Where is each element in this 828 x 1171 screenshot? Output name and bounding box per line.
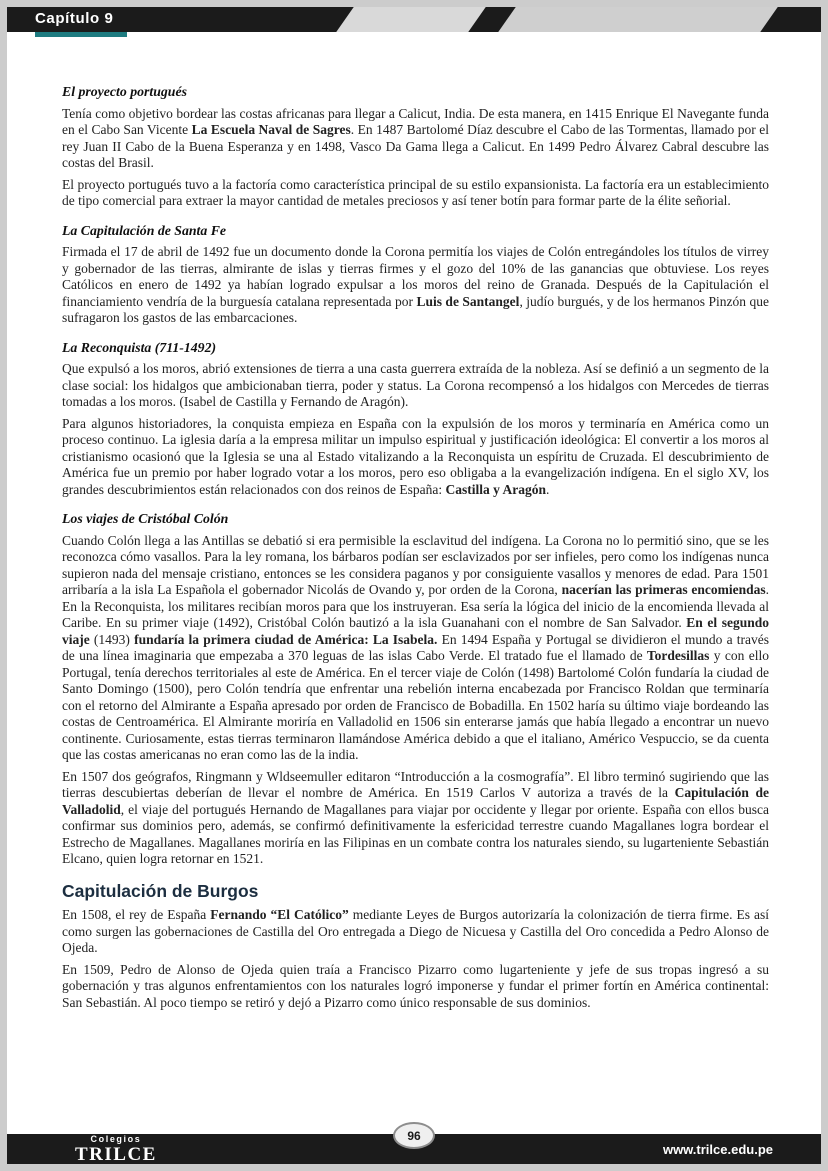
paragraph (62, 533, 769, 764)
main-section-heading: Capitulación de Burgos (62, 880, 259, 901)
text-run: En 1509, Pedro de Alonso de Ojeda quien traía a Francisco Pizarro como lugarteniente y jefe de sus tropas ingresó a su gobernación y tras algunos enfrentamientos con los naturales logró imponerse y fundar el primer fortín en América continental: San Sebastián. Al poco tiempo se retiró y dejó a Pizarro como único responsable de sus dominios. (62, 961, 769, 1010)
bold-text-run: Luis de Santangel (416, 293, 520, 309)
page-number-badge (393, 1122, 435, 1149)
bold-text-run: En el segundo viaje (62, 615, 769, 647)
section (62, 511, 769, 868)
section (62, 223, 769, 327)
text-run: mediante Leyes de Burgos autorizaría la colonización de tierra firme. Es así como surgen las gobernaciones de Castilla del Oro entregada a Diego de Nicuesa y Castilla del Oro concedida a Pedro Alonso de Ojeda. (62, 907, 769, 955)
paragraph (62, 962, 769, 1012)
text-run: . En la Reconquista, los militares recibían moros para que los instruyeran. Esa sería la lógica del inicio de la encomienda llevada al Caribe. En su primer viaje (1492), Cristóbal Colón bautizó a la isla Guanahani con el nombre de San Salvador. (62, 582, 769, 630)
paragraph (62, 361, 769, 411)
chapter-header-bar (7, 7, 821, 32)
brand-trilce-label: TRILCE (75, 1143, 157, 1165)
text-run: Firmada el 17 de abril de 1492 fue un documento donde la Corona permitía los viajes de Colón entregándoles los títulos de virrey y gobernador de las tierras, almirante de islas y tierras firmes y el gozo del 10% de las ganancias que obtuviese. Los reyes Católicos en enero de 1492 ya habían logrado expulsar a los moros del reino de Granada. Después de la Capitulación el financiamiento vendría de la burguesía catalana representada por (62, 244, 769, 309)
header-decoration (332, 7, 490, 32)
text-run: Que expulsó a los moros, abrió extensiones de tierra a una casta guerrera extraída de la nobleza. Así se definió a un segmento de la clase social: los hidalgos que ambicionaban tierra, poder y status. La Corona recompensó a los hidalgos con Mercedes de tierras tomadas a los moros. (Isabel de Castilla y Fernando de Aragón). (62, 361, 769, 409)
brand-colegios-label: Colegios (90, 1133, 142, 1144)
bold-text-run: Capitulación de Valladolid (62, 785, 769, 817)
paragraph (62, 907, 769, 957)
bold-text-run: Tordesillas (646, 648, 710, 663)
bold-text-run: fundaría la primera ciudad de América: La Isabela. (134, 631, 438, 647)
page-number: 96 (407, 1128, 421, 1143)
text-run: , el viaje del portugués Hernando de Magallanes para viajar por occidente y llegar por oriente. España con ellos busca confirmar sus dominios pero, además, se confirmó definitivamente la esfericidad terrestre cuando Magallanes logra bordear el Estrecho de Magallanes. Magallanes moriría en las Filipinas en un combate contra los naturales siendo, su lugarteniente Sebastián Elcano, quien logra retornar en 1521. (62, 801, 769, 866)
section (62, 84, 769, 210)
text-run: Tenía como objetivo bordear las costas africanas para llegar a Calicut, India. De esta manera, en 1415 Enrique El Navegante funda en el Cabo San Vicente (62, 105, 769, 137)
section-heading: Los viajes de Cristóbal Colón (62, 511, 229, 526)
page-content (62, 84, 769, 1126)
text-run: Para algunos historiadores, la conquista empieza en España con la expulsión de los moros y terminaría en América como un proceso continuo. La iglesia daría a la empresa militar un impulso espiritual y justificación ideológica: El convertir a los moros al cristianismo ocasionó que la Iglesia se una al Estado vitalizando a la Reconquista un espíritu de Cruzada. El descubrimiento de América fue un premio por haber logrado votar a los moros, pero eso obligaba a la evangelización indígena. En el siglo XV, los grandes descubrimientos están relacionados con dos reinos de España: (62, 415, 769, 497)
text-run: El proyecto portugués tuvo a la factoría como característica principal de su estilo expansionista. La factoría era un establecimiento de tipo comercial para extraer la mayor cantidad de metales preciosos y así tener botín para formar parte de la élite señorial. (62, 176, 769, 208)
bold-text-run: Fernando “El Católico” (210, 907, 349, 922)
paragraph (62, 416, 769, 499)
paragraph (62, 769, 769, 868)
paragraph (62, 177, 769, 210)
text-run: En 1494 España y Portugal se dividieron el mundo a través de una línea imaginaria que empezaba a 370 leguas de las islas Cabo Verde. El tratado fue el llamado de (62, 631, 769, 663)
text-run: , judío burgués, y de los hermanos Pinzón que sufragaron los gastos de las embarcaciones. (62, 293, 769, 325)
chapter-title: Capítulo 9 (35, 10, 114, 27)
chapter-underline (35, 32, 127, 37)
section-heading: La Reconquista (711-1492) (62, 339, 217, 355)
text-run: Cuando Colón llega a las Antillas se debatió si era permisible la esclavitud del indígena. La Corona no lo permitió sino, que se les reconozca cómo vasallos. Para la ley romana, los bárbaros podían ser esclavizados por ser infieles, pero como los indígenas nunca supieron nada del mensaje cristiano, entonces se les considera paganos y por consiguiente vasallos y menores de edad. Para 1501 arribaría a la isla La Española el gobernador Nicolás de Ovando y, por orden de la Corona, (62, 532, 769, 597)
paragraph (62, 106, 769, 172)
trilce-logo (75, 1135, 157, 1164)
section-heading: La Capitulación de Santa Fe (62, 222, 227, 238)
section (62, 880, 769, 1012)
website-url: www.trilce.edu.pe (662, 1141, 773, 1157)
paragraph (62, 244, 769, 327)
header-decoration (494, 7, 782, 32)
text-run: . En 1487 Bartolomé Díaz descubre el Cabo de las Tormentas, llamado por el rey Juan II Cabo de la Buena Esperanza y en 1498, Vasco Da Gama llega a Calicut. En 1499 Pedro Álvarez Cabral descubre las costas del Brasil. (62, 122, 769, 170)
text-run: En 1508, el rey de España (62, 907, 211, 922)
section-heading: El proyecto portugués (62, 84, 187, 99)
bold-text-run: nacerían las primeras encomiendas (561, 582, 766, 597)
bold-text-run: La Escuela Naval de Sagres (191, 122, 351, 137)
text-run: En 1507 dos geógrafos, Ringmann y Wldseemuller editaron “Introducción a la cosmografía”. El libro terminó sugiriendo que las tierras descubiertas deberían de llevar el nombre de América. En 1519 Carlos V autoriza a través de la (62, 768, 769, 800)
page (7, 7, 821, 1164)
section (62, 340, 769, 499)
bold-text-run: Castilla y Aragón (445, 481, 547, 497)
text-run: (1493) (89, 631, 135, 647)
text-run: y con ello Portugal, tenía derechos territoriales al este de América. En el tercer viaje de Colón (1498) Bartolomé Colón fundaría la ciudad de Santo Domingo (1500), pero Colón tendría que enfrentar una rebelión interna encabezada por Francisco Roldan que terminaría con el retorno del Almirante a España apresado por orden de Francisco de Bobadilla. En 1502 haría su último viaje bordeando las costas de Centroamérica. El Almirante moriría en Valladolid en 1506 sin enterarse jamás que había llegado a encontrar un nuevo continente. Curiosamente, estas tierras terminaron llamándose América debido a que el italiano, Américo Vespuccio, se da cuenta que las costas americanas no eran como las de la india. (62, 648, 769, 762)
text-run: . (546, 481, 550, 497)
